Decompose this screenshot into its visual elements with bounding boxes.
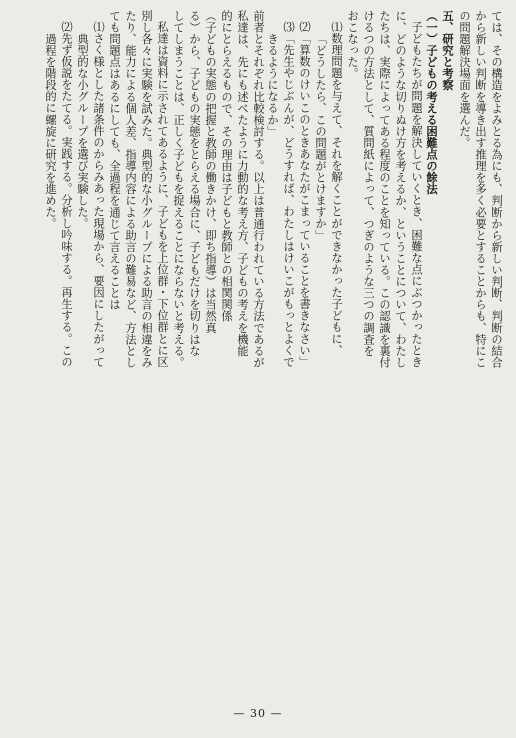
text-line: けるつの方法として、質問紙によって、つぎのような三つの調査を	[362, 10, 375, 357]
text-line: 私達は資料に示されてあるように、子どもを上位群・下位群とに区	[156, 21, 169, 368]
text-line: してしまうことは、正しく子どもを捉えることにならないと考える。	[172, 10, 185, 369]
text-line: 私達は、先にも述べたように力動的な考え方、子どもの考えを機能	[236, 10, 249, 357]
text-line: る）から、子どもの実態をとらえる場合に、子どもだけを切りはな	[188, 10, 201, 357]
text-line: の問題解決場面を選んだ。	[458, 10, 471, 149]
text-line: ては、その構造をよみとる為にも、判断から新しい判断、判断の結合	[490, 10, 503, 369]
text-line: 典型的な小グループを選び実験した。	[76, 32, 89, 229]
text-line: 「どうしたら、この問題がとけますか」	[314, 32, 327, 241]
text-line: たり、能力による個人差、指導内容による助言の難易など、方法とし	[124, 10, 137, 369]
text-line: ⑵「算数のけいこのときあなたがこまっていることを書きなさい」	[298, 21, 311, 368]
text-line: （一）子どもの考える困難点の餘法	[425, 10, 439, 195]
text-line: から新しい判断を導き出す推理を多く必要とすることからも、特にこ	[474, 10, 487, 369]
text-line: 過程を階段的に螺旋に研究を進めた。	[44, 32, 57, 229]
text-line: 前者とそれぞれ比較検討する。以上は普通行われている方法であるが	[252, 10, 265, 369]
page-number: — 30 —	[233, 707, 283, 720]
text-line: ⑴数理問題を与えて、それを解くことができなかった子どもに、	[330, 21, 343, 357]
left-text-column	[42, 10, 266, 688]
text-line: 的にとらえるもので、その理由は子どもと教師との相関関係	[220, 10, 233, 322]
text-line: に、どのような切りぬけ方を考えるか、ということについて、わたし	[394, 10, 407, 369]
text-line: ても問題点はあるにしても、全過程を通じて言えることは	[108, 10, 121, 311]
text-line: 子どもたちが問題を解決していくとき、困難な点にぶつかったとき	[410, 21, 423, 368]
text-line: （子どもの実態の把握と教師の働きかけ、即ち指導）は当然真	[204, 10, 217, 334]
text-line: きるようになるか」	[266, 32, 279, 137]
text-line: ⑵先ず仮説をたてる。実践する。分析し吟味する。再生する。この	[60, 21, 73, 368]
text-line: ⑴さく様とした諸条件のからみあった現場から、要因にしたがって	[92, 21, 105, 368]
text-line: 別し各々に実験を試みた。典型的な小グループによる助言の相違をみ	[140, 10, 153, 369]
text-line: おこなった。	[346, 10, 359, 80]
text-line: ⑶「先生やじぶんが、どうすれば、わたしはけいこがもっとよくで	[282, 21, 295, 368]
text-line: たちは、実際によってある程度のことを知っている。この認識を裏付	[378, 10, 391, 369]
text-line: 五、研究と考察	[441, 10, 455, 91]
right-text-column	[264, 10, 504, 688]
